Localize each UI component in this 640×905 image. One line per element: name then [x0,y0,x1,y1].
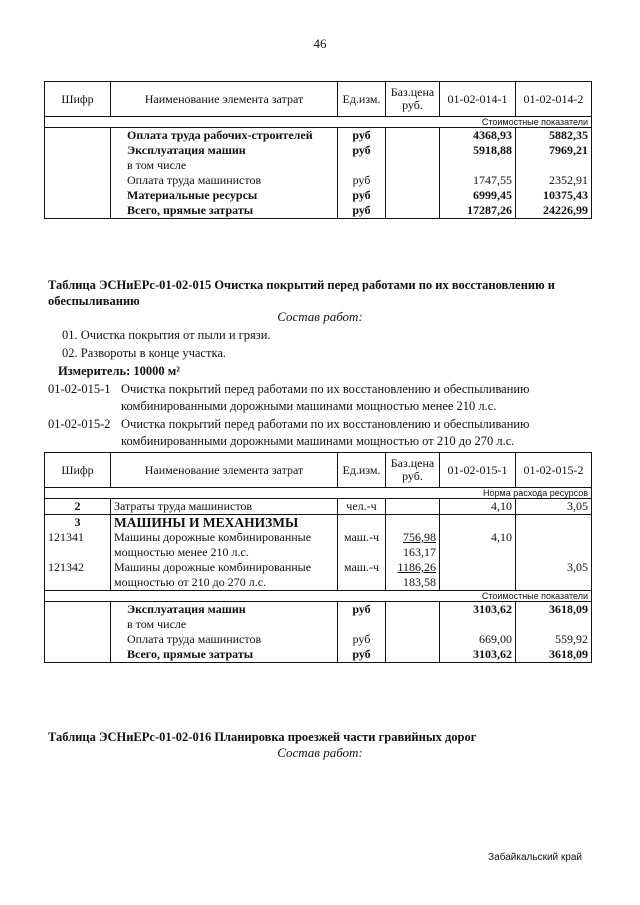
table-header-row [45,82,592,117]
table-015-title [48,277,608,309]
title-line-1: Таблица ЭСНиЕРс-01-02-015 Очистка покрытий перед работами по их восстановлению и [48,278,555,292]
row-value-1: 4368,93 [440,128,516,144]
row-price-sub: 183,58 [386,575,440,591]
header-unit: Ед.изм. [338,82,386,117]
item-line-1: Очистка покрытий перед работами по их восстановлению и обеспыливанию [121,382,530,396]
row-price: 756,98 [386,530,440,545]
cost-table-014 [44,81,592,219]
row-value-2: 3,05 [516,499,592,515]
row-code: 121342 [45,560,111,575]
composition-label: Состав работ: [277,309,363,324]
row-value-2: 10375,43 [516,188,592,203]
row-value-1 [440,560,516,575]
row-name: в том числе [111,158,338,173]
page-number: 46 [313,36,327,51]
row-name: Машины дорожные комбинированные [111,560,338,575]
row-unit: руб [338,173,386,188]
footer-region: Забайкальский край [488,852,582,863]
header-col-2: 01-02-015-2 [516,453,592,488]
row-unit: руб [338,128,386,144]
header-col-1: 01-02-015-1 [440,453,516,488]
row-code: 3 [45,515,111,531]
table-row [45,617,592,632]
cost-label-row [45,591,592,602]
table-row [45,647,592,663]
meter-label: Измеритель: 10000 м² [58,364,181,378]
row-value-1: 17287,26 [440,203,516,219]
resource-table-015 [44,452,592,663]
row-value-1: 669,00 [440,632,516,647]
row-name: Машины дорожные комбинированные [111,530,338,545]
step-2: 02. Развороты в конце участка. [62,346,226,360]
row-value-2 [516,530,592,545]
row-name: Оплата труда машинистов [111,173,338,188]
row-unit: руб [338,632,386,647]
item-code: 01-02-015-1 [48,382,111,396]
table-row [45,602,592,618]
row-name: Оплата труда машинистов [111,632,338,647]
machine-row [45,530,592,545]
row-name: Эксплуатация машин [111,602,338,618]
table-row [45,128,592,144]
row-unit: маш.-ч [338,560,386,575]
row-value-1 [440,617,516,632]
row-name: Всего, прямые затраты [111,647,338,663]
item-line-2: комбинированными дорожными машинами мощностью менее 210 л.с. [121,399,497,413]
row-name: Всего, прямые затраты [111,203,338,219]
item-line-2: комбинированными дорожными машинами мощностью от 210 до 270 л.с. [121,434,515,448]
row-unit: чел.-ч [338,499,386,515]
machine-row-cont [45,575,592,591]
row-value-1: 4,10 [440,499,516,515]
header-name: Наименование элемента затрат [111,453,338,488]
row-price-sub: 163,17 [386,545,440,560]
title-line-2: обеспыливанию [48,294,140,308]
row-unit: маш.-ч [338,530,386,545]
header-base-price: Баз.цена руб. [386,453,440,488]
header-col-2: 01-02-014-2 [516,82,592,117]
row-value-1: 3103,62 [440,602,516,618]
item-code: 01-02-015-2 [48,417,111,431]
item-015-2 [48,416,529,450]
row-code: 2 [45,499,111,515]
header-unit: Ед.изм. [338,453,386,488]
table-016-title: Таблица ЭСНиЕРс-01-02-016 Планировка проезжей части гравийных дорог [48,730,477,744]
row-unit [338,617,386,632]
labor-row [45,499,592,515]
header-code: Шифр [45,453,111,488]
section-label-row [45,117,592,128]
header-col-1: 01-02-014-1 [440,82,516,117]
row-value-2: 2352,91 [516,173,592,188]
table-header-row [45,453,592,488]
row-value-2: 3,05 [516,560,592,575]
header-name: Наименование элемента затрат [111,82,338,117]
item-line-1: Очистка покрытий перед работами по их восстановлению и обеспыливанию [121,417,530,431]
row-value-1 [440,158,516,173]
row-unit: руб [338,188,386,203]
row-name: в том числе [111,617,338,632]
row-unit: руб [338,602,386,618]
row-value-2: 3618,09 [516,602,592,618]
table-row [45,188,592,203]
row-value-1: 4,10 [440,530,516,545]
row-value-1: 6999,45 [440,188,516,203]
row-unit [338,158,386,173]
row-code: 121341 [45,530,111,545]
row-price: 1186,26 [386,560,440,575]
row-name: Материальные ресурсы [111,188,338,203]
norm-label-row [45,488,592,499]
row-value-2 [516,617,592,632]
norm-label: Норма расхода ресурсов [45,488,592,499]
row-value-2: 24226,99 [516,203,592,219]
item-015-1 [48,381,529,415]
row-unit: руб [338,203,386,219]
row-name-cont: мощностью менее 210 л.с. [111,545,338,560]
table-row [45,158,592,173]
table-row [45,632,592,647]
table-row [45,173,592,188]
row-name: Эксплуатация машин [111,143,338,158]
section-label: Стоимостные показатели [45,117,592,128]
row-value-1: 3103,62 [440,647,516,663]
table-row [45,203,592,219]
row-value-1: 1747,55 [440,173,516,188]
row-name: Оплата труда рабочих-строителей [111,128,338,144]
row-value-2: 559,92 [516,632,592,647]
row-value-1: 5918,88 [440,143,516,158]
machine-row [45,560,592,575]
row-value-2: 7969,21 [516,143,592,158]
row-name-cont: мощностью от 210 до 270 л.с. [111,575,338,591]
table-row [45,143,592,158]
machines-header-row [45,515,592,531]
machine-row-cont [45,545,592,560]
row-unit: руб [338,143,386,158]
cost-label: Стоимостные показатели [45,591,592,602]
row-name: Затраты труда машинистов [111,499,338,515]
row-value-2: 5882,35 [516,128,592,144]
row-unit: руб [338,647,386,663]
composition-label-016: Состав работ: [277,745,363,760]
row-value-2 [516,158,592,173]
row-value-2: 3618,09 [516,647,592,663]
row-name: МАШИНЫ И МЕХАНИЗМЫ [111,515,338,531]
header-base-price: Баз.цена руб. [386,82,440,117]
step-1: 01. Очистка покрытия от пыли и грязи. [62,328,271,342]
header-code: Шифр [45,82,111,117]
